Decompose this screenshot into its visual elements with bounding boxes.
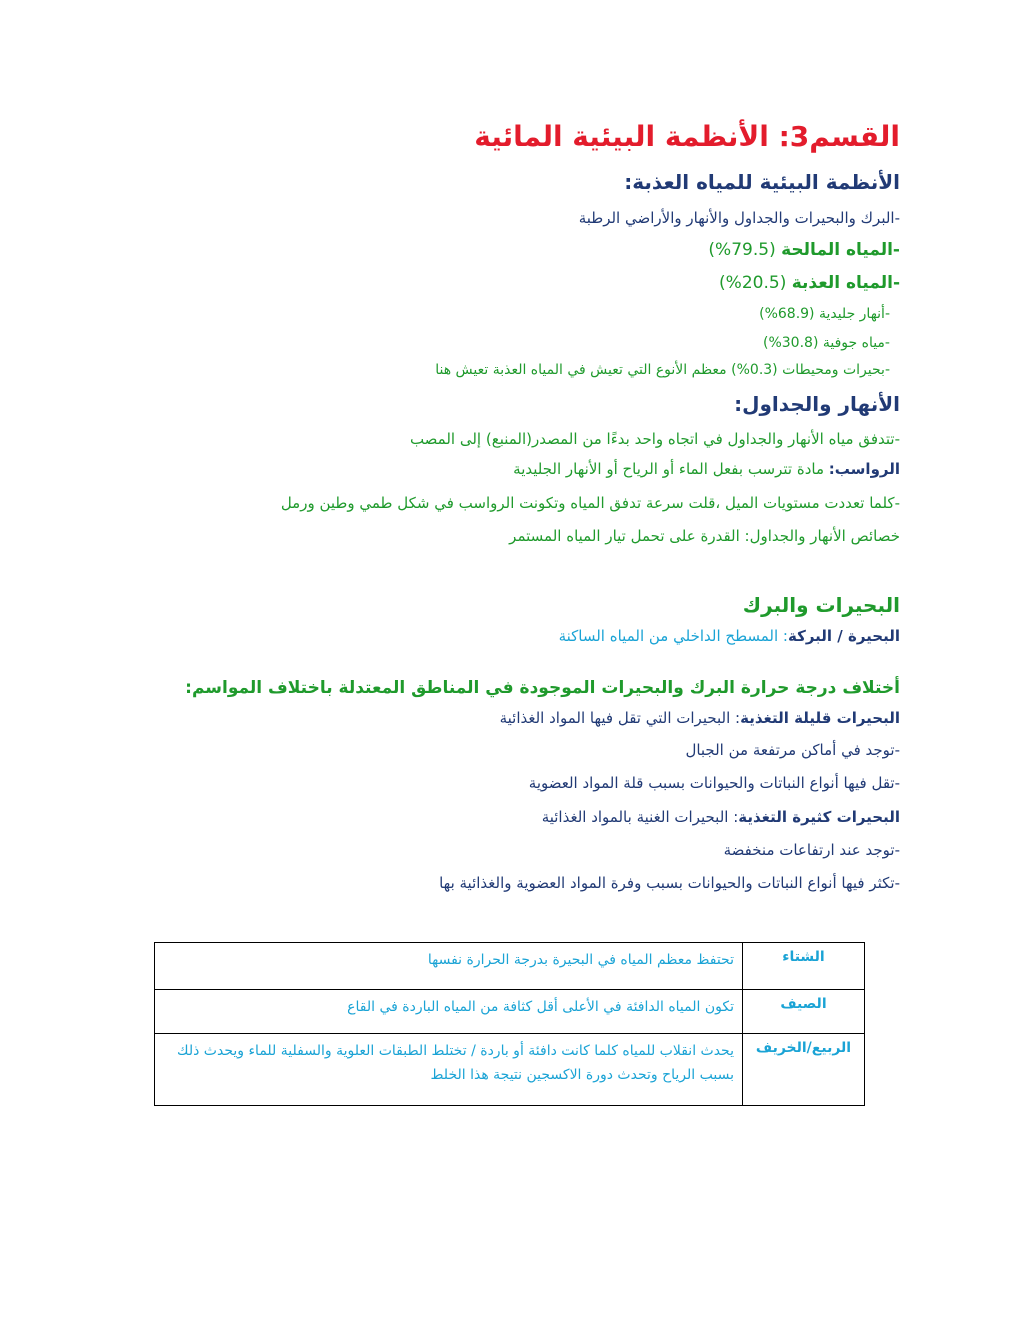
- sediment-label: الرواسب:: [828, 460, 900, 478]
- lakes-ponds-heading: البحيرات والبرك: [742, 593, 900, 617]
- seasons-table: [154, 942, 865, 1106]
- oligotrophic-point-1: -توجد في أماكن مرتفعة من الجبال: [685, 741, 900, 759]
- lakes-oceans-line: -بحيرات ومحيطات (0.3%) معظم الأنوع التي تعيش في المياه العذبة تعيش هنا: [435, 362, 890, 378]
- oligotrophic-text: : البحيرات التي تقل فيها المواد الغذائية: [499, 709, 741, 727]
- season-winter: الشتاء: [743, 943, 865, 990]
- groundwater-line: -مياه جوفية (30.8%): [763, 335, 890, 351]
- season-spring-autumn: الربيع/الخريف: [743, 1034, 865, 1106]
- glaciers-line: -أنهار جليدية (68.9%): [759, 306, 890, 322]
- sediment-text: مادة تترسب بفعل الماء أو الرياح أو الأنهار الجليدية: [513, 460, 825, 478]
- table-row: [155, 990, 865, 1034]
- temperature-heading: أختلاف درجة حرارة البرك والبحيرات الموجودة في المناطق المعتدلة باختلاف المواسم:: [185, 678, 900, 698]
- eutrophic-point-1: -توجد عند ارتفاعات منخفضة: [723, 841, 900, 859]
- season-summer: الصيف: [743, 990, 865, 1034]
- eutrophic-label: البحيرات كثيرة التغذية: [738, 808, 900, 826]
- sediment-line: [513, 460, 900, 478]
- rivers-traits: خصائص الأنهار والجداول: القدرة على تحمل تيار المياه المستمر: [509, 527, 900, 545]
- eutrophic-text: : البحيرات الغنية بالمواد الغذائية: [541, 808, 739, 826]
- lake-definition-text: : المسطح الداخلي من المياه الساكنة: [558, 627, 788, 645]
- salt-water-line: [708, 240, 900, 260]
- eutrophic-line: [542, 808, 900, 826]
- season-summer-text: تكون المياه الدافئة في الأعلى أقل كثافة من المياه الباردة في القاع: [155, 990, 743, 1034]
- freshwater-examples: -البرك والبحيرات والجداول والأنهار والأراضي الرطبة: [578, 209, 900, 227]
- fresh-water-line: [719, 273, 900, 293]
- season-spring-autumn-text: يحدث انقلاب للمياه كلما كانت دافئة أو باردة / تختلط الطبقات العلوية والسفلية للماء ويحدث ذلك بسبب الرياح وتحدث دورة الاكسجين نتيجة هذا الخلط: [155, 1034, 743, 1106]
- eutrophic-point-2: -تكثر فيها أنواع النباتات والحيوانات بسبب وفرة المواد العضوية والغذائية بها: [439, 874, 900, 892]
- salt-water-value: (79.5%): [708, 240, 776, 260]
- oligotrophic-point-2: -تقل فيها أنواع النباتات والحيوانات بسبب قلة المواد العضوية: [528, 774, 900, 792]
- lake-definition: [559, 627, 900, 645]
- oligotrophic-label: البحيرات قليلة التغذية: [740, 709, 900, 727]
- season-winter-text: تحتفظ معظم المياه في البحيرة بدرجة الحرارة نفسها: [155, 943, 743, 990]
- table-row: [155, 1034, 865, 1106]
- slope-line: -كلما تعددت مستويات الميل ،قلت سرعة تدفق المياه وتكونت الرواسب في شكل طمي وطين ورمل: [280, 494, 900, 512]
- fresh-water-value: (20.5%): [719, 273, 787, 293]
- section-title: القسم3: الأنظمة البيئية المائية: [474, 120, 900, 153]
- oligotrophic-line: [500, 709, 900, 727]
- rivers-heading: الأنهار والجداول:: [734, 392, 900, 416]
- rivers-flow: -تتدفق مياه الأنهار والجداول في اتجاه واحد بدءًا من المصدر(المنبع) إلى المصب: [409, 430, 900, 448]
- table-row: [155, 943, 865, 990]
- salt-water-label: -المياه المالحة: [781, 240, 900, 260]
- freshwater-heading: الأنظمة البيئية للمياه العذبة:: [624, 170, 900, 194]
- fresh-water-label: -المياه العذبة: [791, 273, 900, 293]
- lake-definition-label: البحيرة / البركة: [788, 627, 900, 645]
